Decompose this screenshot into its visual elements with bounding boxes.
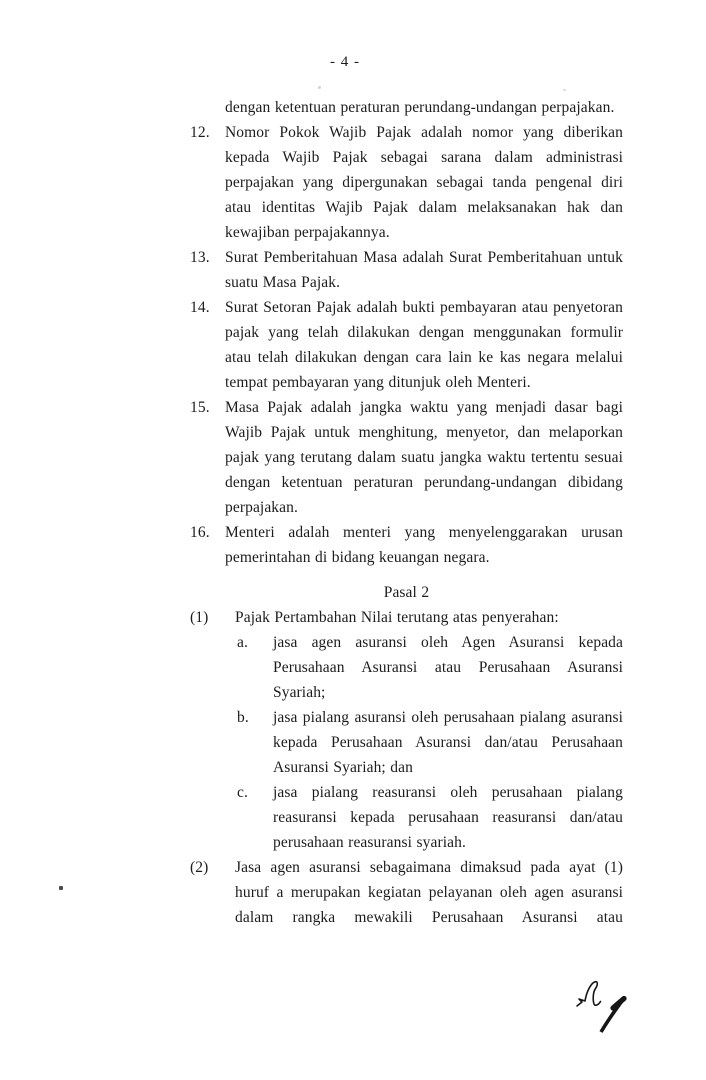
definition-number: 16. (190, 524, 210, 541)
document-body (190, 95, 623, 930)
definition-number: 15. (190, 399, 210, 416)
definition-text: Masa Pajak adalah jangka waktu yang menjadi dasar bagi Wajib Pajak untuk menghitung, menyetor, dan melaporkan pajak yang terutang dalam suatu jangka waktu tertentu sesuai dengan ketentuan peraturan perundang-undangan dibidang perpajakan. (225, 399, 623, 516)
sub-item-text: jasa pialang reasuransi oleh perusahaan pialang reasuransi kepada perusahaan reasuransi dan/atau perusahaan reasuransi syariah. (273, 784, 623, 851)
sub-item-text: jasa agen asuransi oleh Agen Asuransi kepada Perusahaan Asuransi atau Perusahaan Asuransi Syariah; (273, 634, 623, 701)
page-number: - 4 - (330, 54, 360, 70)
definition-number: 13. (190, 249, 210, 266)
scan-speck (318, 86, 321, 89)
ayat-number: (2) (190, 859, 209, 876)
ayat-text: Pajak Pertambahan Nilai terutang atas penyerahan: (235, 609, 559, 626)
section-heading-pasal-2: Pasal 2 (383, 584, 430, 601)
ayat-1-item-c (190, 780, 623, 855)
ayat-1-item-a (190, 630, 623, 705)
ayat-text: Jasa agen asuransi sebagaimana dimaksud pada ayat (1) huruf a merupakan kegiatan pelayanan oleh agen asuransi dalam rangka mewakili Perusahaan Asuransi atau (235, 859, 623, 926)
definition-item-16 (190, 520, 623, 570)
ayat-1-item-b (190, 705, 623, 780)
definition-text: Nomor Pokok Wajib Pajak adalah nomor yang diberikan kepada Wajib Pajak sebagai sarana dalam administrasi perpajakan yang dipergunakan sebagai tanda pengenal diri atau identitas Wajib Pajak dalam melaksanakan hak dan kewajiban perpajakannya. (225, 124, 623, 241)
handwritten-paraf-icon (573, 976, 631, 1036)
definition-number: 12. (190, 124, 210, 141)
paragraph-continuation: dengan ketentuan peraturan perundang-undangan perpajakan. (225, 99, 615, 116)
sub-item-text: jasa pialang asuransi oleh perusahaan pialang asuransi kepada Perusahaan Asuransi dan/atau Perusahaan Asuransi Syariah; dan (273, 709, 623, 776)
ayat-2 (190, 855, 623, 930)
definition-item-13 (190, 245, 623, 295)
ayat-1 (190, 605, 623, 630)
definition-item-12 (190, 120, 623, 245)
definition-number: 14. (190, 299, 210, 316)
sub-item-letter: a. (237, 634, 248, 651)
sub-item-letter: c. (237, 784, 248, 801)
definition-item-15 (190, 395, 623, 520)
definition-text: Surat Setoran Pajak adalah bukti pembayaran atau penyetoran pajak yang telah dilakukan dengan menggunakan formulir atau telah dilakukan dengan cara lain ke kas negara melalui tempat pembayaran yang ditunjuk oleh Menteri. (225, 299, 623, 391)
sub-item-letter: b. (237, 709, 249, 726)
scan-speck (563, 89, 566, 91)
scan-speck (59, 886, 63, 890)
definition-item-14 (190, 295, 623, 395)
definition-text: Menteri adalah menteri yang menyelenggarakan urusan pemerintahan di bidang keuangan negara. (225, 524, 623, 566)
definition-text: Surat Pemberitahuan Masa adalah Surat Pemberitahuan untuk suatu Masa Pajak. (225, 249, 623, 291)
ayat-number: (1) (190, 609, 209, 626)
